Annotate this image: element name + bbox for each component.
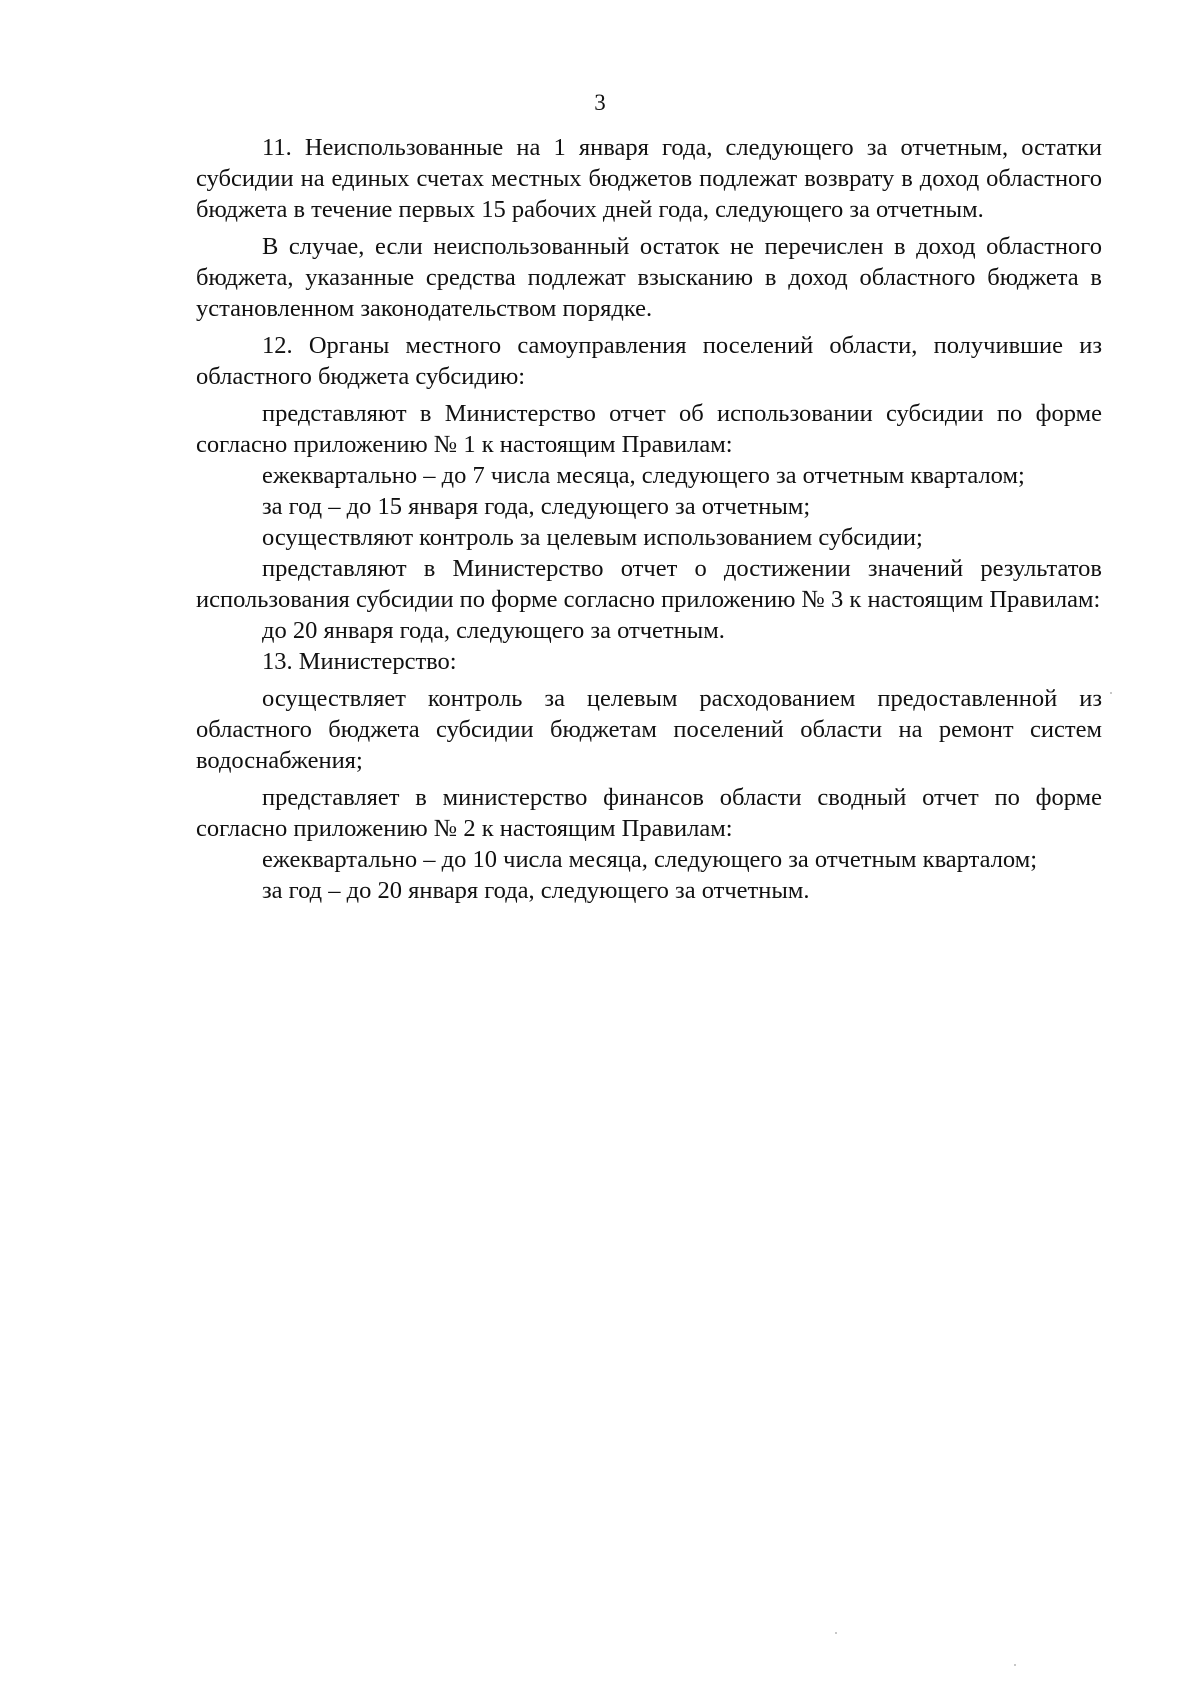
paragraph-results-deadline-20: до 20 января года, следующего за отчетным. xyxy=(262,617,725,644)
paragraph-13: 13. Министерство: xyxy=(262,648,457,675)
paragraph-quarterly-deadline-7: ежеквартально – до 7 числа месяца, следующего за отчетным кварталом; xyxy=(262,462,1025,489)
paragraph-annual-deadline-20: за год – до 20 января года, следующего за отчетным. xyxy=(262,877,810,904)
paragraph-quarterly-deadline-10: ежеквартально – до 10 числа месяца, следующего за отчетным кварталом; xyxy=(262,846,1038,873)
paragraph-usage-report: представляют в Министерство отчет об использовании субсидии по форме согласно приложению № 1 к настоящим Правилам: xyxy=(196,400,1102,458)
scan-speck xyxy=(835,1632,837,1634)
paragraph-results-report: представляют в Министерство отчет о достижении значений результатов использования субсидии по форме согласно приложению № 3 к настоящим Правилам: xyxy=(196,555,1102,613)
paragraph-consolidated-report: представляет в министерство финансов области сводный отчет по форме согласно приложению № 2 к настоящим Правилам: xyxy=(196,784,1102,842)
paragraph-target-use-control: осуществляют контроль за целевым использованием субсидии; xyxy=(262,524,923,551)
scan-speck xyxy=(1110,692,1112,694)
document-body xyxy=(196,132,1102,906)
page-number: 3 xyxy=(594,90,606,115)
paragraph-11: 11. Неиспользованные на 1 января года, следующего за отчетным, остатки субсидии на единых счетах местных бюджетов подлежат возврату в доход областного бюджета в течение первых 15 рабочих дней года, следующего за отчетным. xyxy=(196,134,1102,223)
paragraph-12: 12. Органы местного самоуправления поселений области, получившие из областного бюджета субсидию: xyxy=(196,332,1102,390)
paragraph-annual-deadline-15: за год – до 15 января года, следующего за отчетным; xyxy=(262,493,811,520)
paragraph-ministry-control: осуществляет контроль за целевым расходованием предоставленной из областного бюджета субсидии бюджетам поселений области на ремонт систем водоснабжения; xyxy=(196,685,1102,774)
scan-speck xyxy=(1014,1664,1016,1666)
paragraph-unspent-balance-recovery: В случае, если неиспользованный остаток не перечислен в доход областного бюджета, указанные средства подлежат взысканию в доход областного бюджета в установленном законодательством порядке. xyxy=(196,233,1102,322)
